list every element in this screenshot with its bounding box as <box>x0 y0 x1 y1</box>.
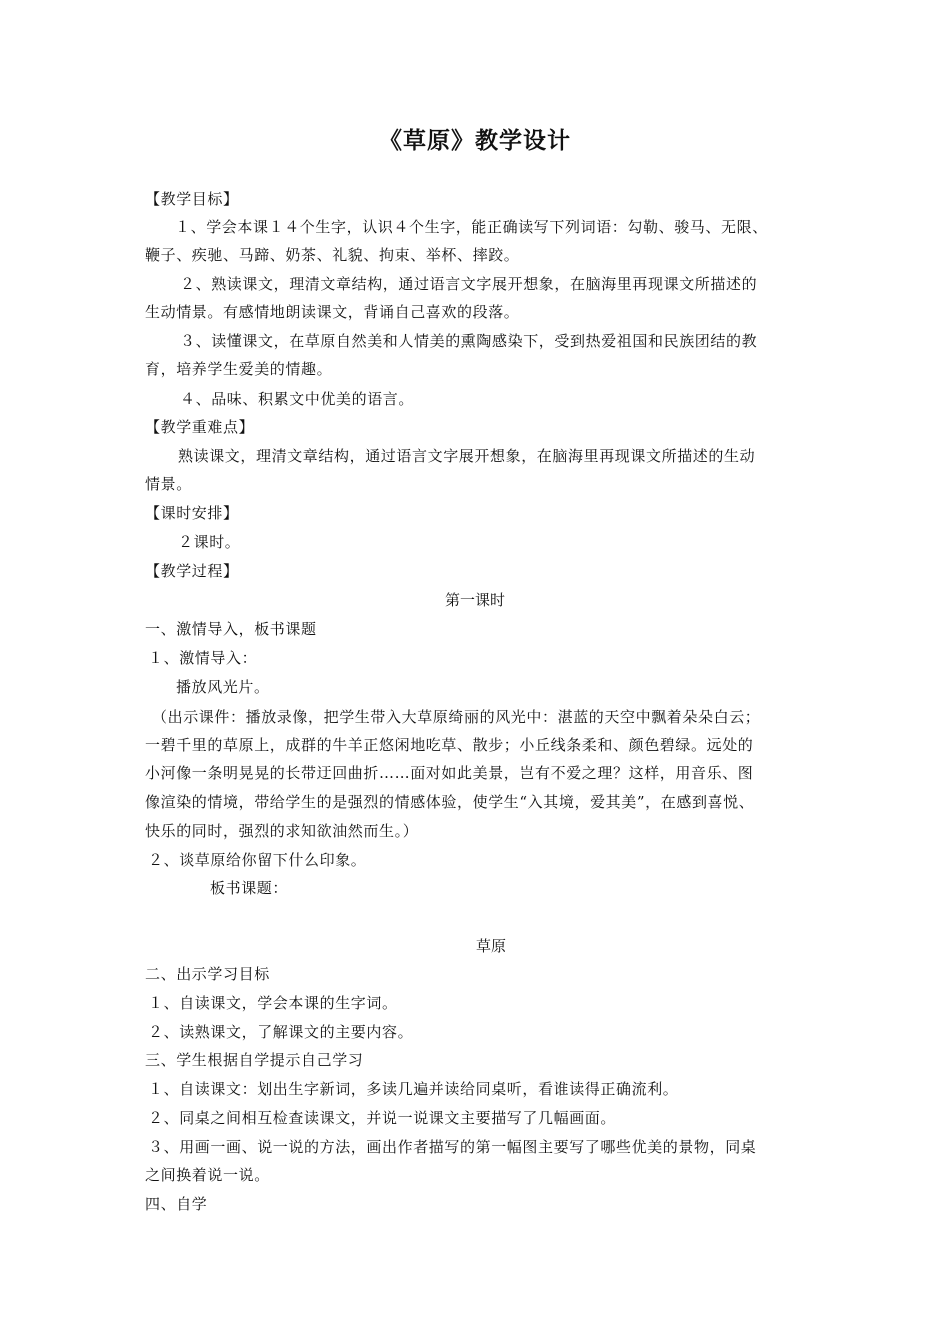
lesson-heading-first: 第一课时 <box>444 591 505 609</box>
board-title-text: 草原 <box>475 937 506 955</box>
section-heading-process: 【教学过程】 <box>145 562 239 580</box>
key-points-line-1: 熟读课文，理清文章结构，通过语言文字展开想象，在脑海里再现课文所描述的生动 <box>178 447 756 465</box>
courseware-line-5: 快乐的同时，强烈的求知欲油然而生。） <box>145 822 419 840</box>
step-2-heading: 二、出示学习目标 <box>145 965 270 983</box>
objective-3-line-1: ３、读懂课文，在草原自然美和人情美的熏陶感染下，受到热爱祖国和民族团结的教 <box>180 332 758 350</box>
objective-2-line-1: ２、熟读课文，理清文章结构，通过语言文字展开想象，在脑海里再现课文所描述的 <box>180 275 758 293</box>
section-heading-schedule: 【课时安排】 <box>145 504 239 522</box>
courseware-line-4: 像渲染的情境，带给学生的是强烈的情感体验，使学生“入其境，爱其美”，在感到喜悦、 <box>145 793 755 811</box>
step-3-item-2: ２、同桌之间相互检查读课文，并说一说课文主要描写了几幅画面。 <box>148 1109 617 1127</box>
section-heading-objectives: 【教学目标】 <box>145 190 239 208</box>
step-2-item-2: ２、读熟课文，了解课文的主要内容。 <box>148 1023 414 1041</box>
courseware-line-2: 一碧千里的草原上，成群的牛羊正悠闲地吃草、散步；小丘线条柔和、颜色碧绿。远处的 <box>145 736 754 754</box>
courseware-line-3: 小河像一条明晃晃的长带迂回曲折……面对如此美景，岂有不爱之理？这样，用音乐、图 <box>145 764 754 782</box>
step-4-heading: 四、自学 <box>145 1195 208 1213</box>
key-points-line-2: 情景。 <box>145 475 192 493</box>
courseware-line-1: （出示课件：播放录像，把学生带入大草原绮丽的风光中：湛蓝的天空中飘着朵朵白云； <box>152 708 761 726</box>
objective-3-line-2: 育，培养学生爱美的情趣。 <box>145 360 333 378</box>
step-3-item-1: １、自读课文：划出生字新词，多读几遍并读给同桌听，看谁读得正确流利。 <box>148 1080 679 1098</box>
step-1-item-2: ２、谈草原给你留下什么印象。 <box>148 851 367 869</box>
step-3-item-3-line-1: ３、用画一画、说一说的方法，画出作者描写的第一幅图主要写了哪些优美的景物，同桌 <box>148 1138 757 1156</box>
step-1-item-1: １、激情导入： <box>148 649 258 667</box>
objective-1-line-1: １、学会本课１４个生字，认识４个生字，能正确读写下列词语：勾勒、骏马、无限、 <box>175 218 768 236</box>
objective-4-line-1: ４、品味、积累文中优美的语言。 <box>180 390 415 408</box>
objective-2-line-2: 生动情景。有感情地朗读课文，背诵自己喜欢的段落。 <box>145 303 520 321</box>
objective-1-line-2: 鞭子、疾驰、马蹄、奶茶、礼貌、拘束、举杯、摔跤。 <box>145 246 520 264</box>
step-2-item-1: １、自读课文，学会本课的生字词。 <box>148 994 398 1012</box>
board-title-label: 板书课题： <box>210 879 289 897</box>
step-1-play-video: 播放风光片。 <box>176 678 270 696</box>
step-1-heading: 一、激情导入，板书课题 <box>145 620 317 638</box>
document-title: 《草原》教学设计 <box>379 128 571 154</box>
step-3-heading: 三、学生根据自学提示自己学习 <box>145 1051 364 1069</box>
section-heading-key-points: 【教学重难点】 <box>145 418 255 436</box>
step-3-item-3-line-2: 之间换着说一说。 <box>145 1166 270 1184</box>
schedule-text: ２课时。 <box>178 533 241 551</box>
